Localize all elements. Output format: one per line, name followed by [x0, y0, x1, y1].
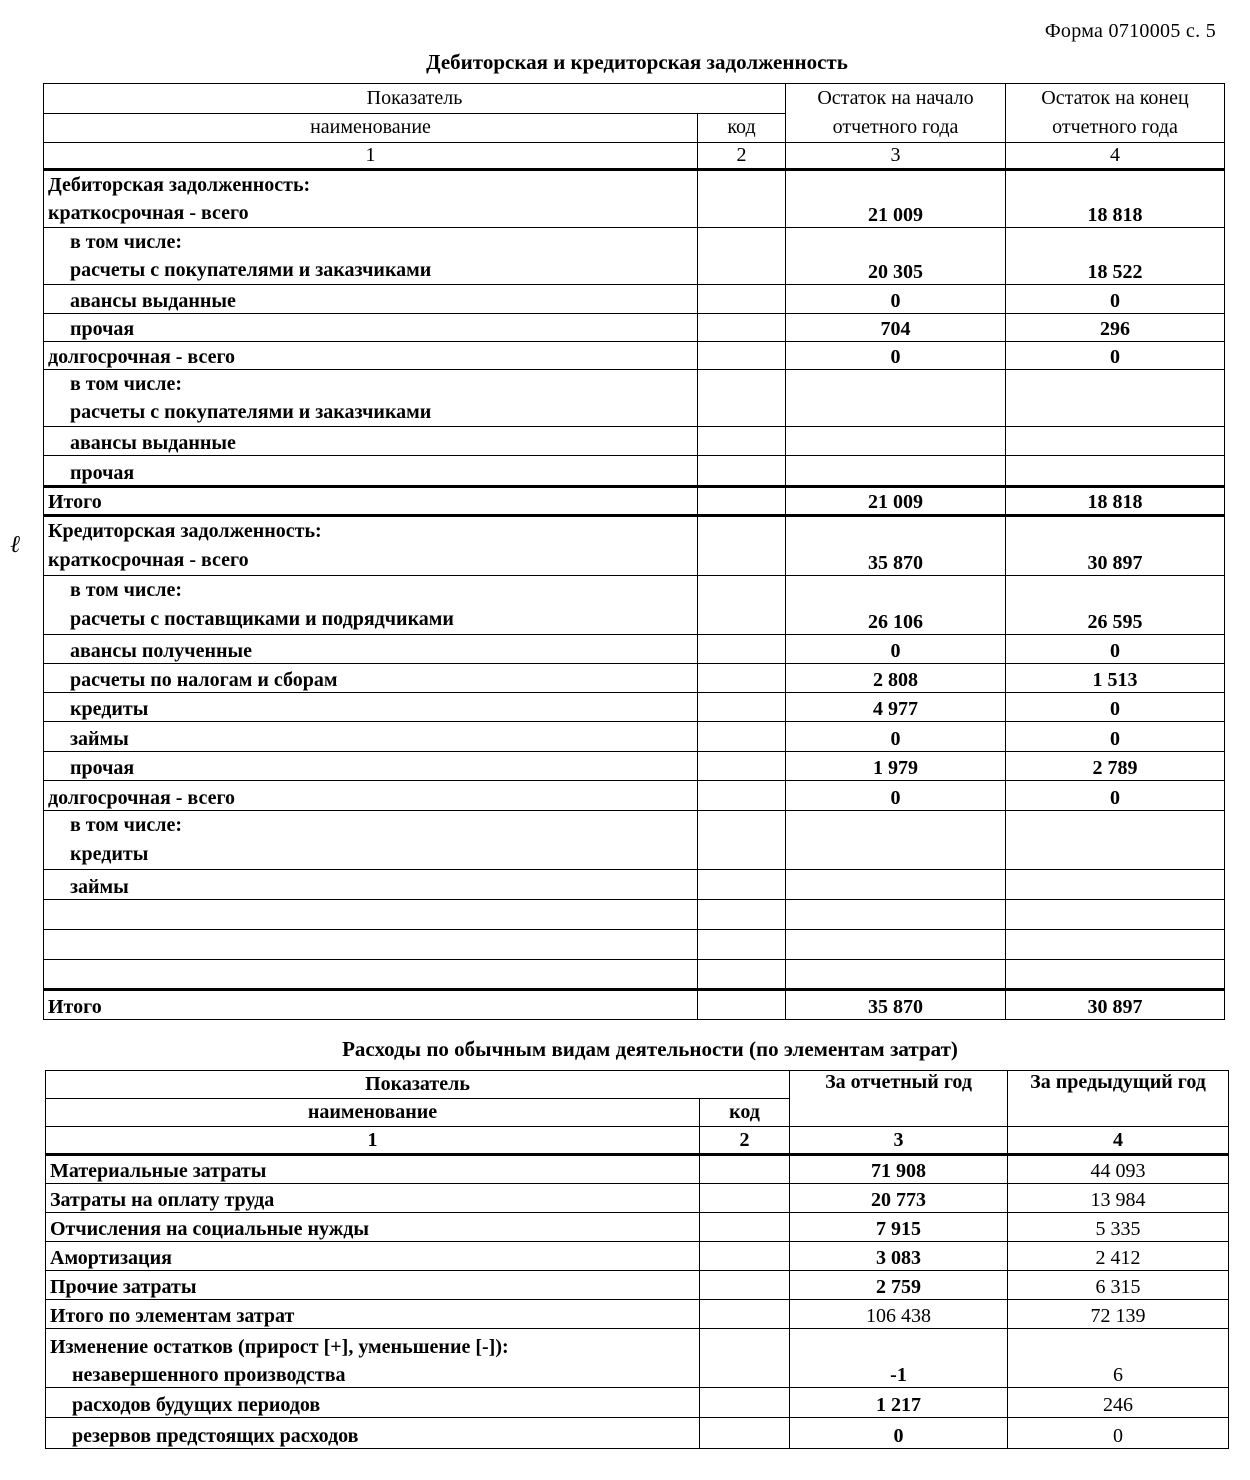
row-code	[698, 811, 786, 870]
row-label: долгосрочная - всего	[44, 781, 698, 811]
row-value-start: 35 870	[786, 516, 1006, 576]
row-label: Затраты на оплату труда	[46, 1184, 700, 1213]
row-value-end: 1 513	[1006, 664, 1225, 693]
row-code	[700, 1242, 790, 1271]
table-row	[44, 516, 1225, 576]
table-row	[44, 314, 1225, 342]
header-num-2: 2	[698, 143, 786, 170]
row-label: Дебиторская задолженность: краткосрочная - всего	[44, 170, 698, 228]
row-value-end	[1006, 370, 1225, 427]
table-row	[44, 781, 1225, 811]
table-row	[44, 370, 1225, 427]
row-value-current: 1 217	[790, 1388, 1008, 1418]
row-label: Прочие затраты	[46, 1271, 700, 1300]
debt-table	[43, 83, 1225, 1020]
row-value-start: 21 009	[786, 170, 1006, 228]
row-code	[698, 664, 786, 693]
table-row-total	[44, 487, 1225, 516]
table-row	[44, 635, 1225, 664]
row-code	[698, 576, 786, 635]
table-row	[44, 342, 1225, 370]
row-code	[698, 752, 786, 781]
table-row	[44, 693, 1225, 722]
row-code	[700, 1329, 790, 1359]
row-value-end: 2 789	[1006, 752, 1225, 781]
header-num-4: 4	[1006, 143, 1225, 170]
row-label: Итого	[44, 990, 698, 1020]
row-value-end: 0	[1006, 781, 1225, 811]
row-label: расходов будущих периодов	[46, 1388, 700, 1418]
table-row	[46, 1388, 1229, 1418]
row-value-start: 0	[786, 722, 1006, 752]
row-value-previous: 13 984	[1008, 1184, 1229, 1213]
table-row	[44, 870, 1225, 900]
header-num-1: 1	[44, 143, 698, 170]
header-col4: За предыдущий год	[1008, 1071, 1229, 1127]
header-num-3: 3	[790, 1127, 1008, 1155]
header-name: наименование	[46, 1099, 700, 1127]
row-value-previous: 44 093	[1008, 1155, 1229, 1184]
row-value-end: 18 818	[1006, 170, 1225, 228]
row-value-start: 2 808	[786, 664, 1006, 693]
row-code	[700, 1271, 790, 1300]
row-code	[698, 990, 786, 1020]
empty-row	[44, 960, 1225, 990]
row-code	[698, 285, 786, 314]
row-code	[698, 456, 786, 487]
row-code	[700, 1300, 790, 1329]
margin-mark: ℓ	[10, 532, 20, 558]
row-label: Кредиторская задолженность: краткосрочная - всего	[44, 516, 698, 576]
row-value-current: 71 908	[790, 1155, 1008, 1184]
row-value-end: 0	[1006, 342, 1225, 370]
header-num-2: 2	[700, 1127, 790, 1155]
row-value-end: 30 897	[1006, 990, 1225, 1020]
row-value-end: 30 897	[1006, 516, 1225, 576]
debt-table-title: Дебиторская и кредиторская задолженность	[426, 50, 848, 74]
row-value-end: 0	[1006, 635, 1225, 664]
row-value-end: 26 595	[1006, 576, 1225, 635]
row-value-start: 35 870	[786, 990, 1006, 1020]
row-label: авансы выданные	[44, 427, 698, 456]
row-code	[700, 1155, 790, 1184]
table-row	[44, 664, 1225, 693]
row-value-start	[786, 427, 1006, 456]
row-value-end: 18 818	[1006, 487, 1225, 516]
row-value-start: 704	[786, 314, 1006, 342]
header-col3: За отчетный год	[790, 1071, 1008, 1127]
row-code	[698, 635, 786, 664]
row-code	[698, 314, 786, 342]
row-label: Итого	[44, 487, 698, 516]
header-indicator: Показатель	[46, 1071, 790, 1099]
row-value-previous: 72 139	[1008, 1300, 1229, 1329]
row-value-start	[786, 370, 1006, 427]
row-value-end: 18 522	[1006, 228, 1225, 285]
table-row	[46, 1271, 1229, 1300]
row-label: прочая	[44, 456, 698, 487]
row-value-previous: 5 335	[1008, 1213, 1229, 1242]
row-label: в том числе: расчеты с покупателями и заказчиками	[44, 228, 698, 285]
row-value-end: 296	[1006, 314, 1225, 342]
row-code	[698, 370, 786, 427]
table-row	[46, 1418, 1229, 1449]
row-value-end	[1006, 870, 1225, 900]
row-label: прочая	[44, 752, 698, 781]
row-value-start	[786, 870, 1006, 900]
row-code	[700, 1418, 790, 1449]
table-row	[46, 1359, 1229, 1388]
row-value-start	[786, 456, 1006, 487]
header-num-3: 3	[786, 143, 1006, 170]
row-label: незавершенного производства	[46, 1359, 700, 1388]
row-value-current: 106 438	[790, 1300, 1008, 1329]
row-value-end: 0	[1006, 722, 1225, 752]
header-col4: Остаток на конец отчетного года	[1006, 84, 1225, 143]
row-label: Отчисления на социальные нужды	[46, 1213, 700, 1242]
row-value-end: 0	[1006, 693, 1225, 722]
row-code	[698, 427, 786, 456]
row-value-current: 20 773	[790, 1184, 1008, 1213]
header-code: код	[700, 1099, 790, 1127]
row-label: в том числе: расчеты с покупателями и заказчиками	[44, 370, 698, 427]
row-value-previous: 246	[1008, 1388, 1229, 1418]
table-row	[44, 285, 1225, 314]
row-label: Материальные затраты	[46, 1155, 700, 1184]
row-label: кредиты	[44, 693, 698, 722]
row-label: резервов предстоящих расходов	[46, 1418, 700, 1449]
row-value-start: 0	[786, 635, 1006, 664]
row-code	[698, 228, 786, 285]
row-code	[700, 1213, 790, 1242]
row-value-previous	[1008, 1329, 1229, 1359]
row-label: Амортизация	[46, 1242, 700, 1271]
row-label: авансы полученные	[44, 635, 698, 664]
costs-table-title: Расходы по обычным видам деятельности (по элементам затрат)	[342, 1037, 958, 1061]
row-value-start: 0	[786, 781, 1006, 811]
table-row	[44, 576, 1225, 635]
row-label: в том числе: расчеты с поставщиками и подрядчиками	[44, 576, 698, 635]
row-code	[698, 516, 786, 576]
table-row	[46, 1213, 1229, 1242]
row-value-previous: 6 315	[1008, 1271, 1229, 1300]
row-label: в том числе: кредиты	[44, 811, 698, 870]
empty-row	[44, 930, 1225, 960]
row-label: Изменение остатков (прирост [+], уменьшение [-]):	[46, 1329, 700, 1359]
table-row	[44, 811, 1225, 870]
row-value-start: 4 977	[786, 693, 1006, 722]
row-code	[700, 1388, 790, 1418]
row-value-start: 0	[786, 342, 1006, 370]
row-label: расчеты по налогам и сборам	[44, 664, 698, 693]
row-value-end	[1006, 456, 1225, 487]
header-num-1: 1	[46, 1127, 700, 1155]
row-value-start: 21 009	[786, 487, 1006, 516]
header-col3: Остаток на начало отчетного года	[786, 84, 1006, 143]
row-value-start: 1 979	[786, 752, 1006, 781]
empty-row	[44, 900, 1225, 930]
row-code	[698, 870, 786, 900]
table-row	[46, 1329, 1229, 1359]
row-code	[698, 487, 786, 516]
row-code	[700, 1359, 790, 1388]
row-label: займы	[44, 870, 698, 900]
header-indicator: Показатель	[44, 84, 786, 114]
table-row	[44, 427, 1225, 456]
header-num-4: 4	[1008, 1127, 1229, 1155]
table-row	[46, 1242, 1229, 1271]
table-row	[44, 170, 1225, 228]
row-label: Итого по элементам затрат	[46, 1300, 700, 1329]
row-code	[698, 693, 786, 722]
table-row	[44, 228, 1225, 285]
row-value-start: 20 305	[786, 228, 1006, 285]
row-value-start	[786, 811, 1006, 870]
row-value-current	[790, 1329, 1008, 1359]
form-number: Форма 0710005 с. 5	[1044, 20, 1216, 42]
header-name: наименование	[44, 113, 698, 143]
row-label: авансы выданные	[44, 285, 698, 314]
row-label: долгосрочная - всего	[44, 342, 698, 370]
row-value-start: 26 106	[786, 576, 1006, 635]
row-value-end	[1006, 427, 1225, 456]
row-value-current: 0	[790, 1418, 1008, 1449]
table-row-total	[44, 990, 1225, 1020]
row-value-previous: 0	[1008, 1418, 1229, 1449]
row-value-start: 0	[786, 285, 1006, 314]
row-value-current: 2 759	[790, 1271, 1008, 1300]
row-value-current: 3 083	[790, 1242, 1008, 1271]
row-value-previous: 2 412	[1008, 1242, 1229, 1271]
table-row	[46, 1155, 1229, 1184]
table-row	[44, 456, 1225, 487]
row-code	[698, 170, 786, 228]
header-code: код	[698, 113, 786, 143]
row-value-end	[1006, 811, 1225, 870]
row-code	[698, 781, 786, 811]
table-row	[44, 722, 1225, 752]
row-code	[700, 1184, 790, 1213]
row-value-previous: 6	[1008, 1359, 1229, 1388]
table-row	[46, 1184, 1229, 1213]
table-row-total	[46, 1300, 1229, 1329]
row-value-current: -1	[790, 1359, 1008, 1388]
row-value-end: 0	[1006, 285, 1225, 314]
row-value-current: 7 915	[790, 1213, 1008, 1242]
costs-table	[45, 1070, 1229, 1449]
row-code	[698, 722, 786, 752]
row-label: займы	[44, 722, 698, 752]
row-code	[698, 342, 786, 370]
table-row	[44, 752, 1225, 781]
row-label: прочая	[44, 314, 698, 342]
